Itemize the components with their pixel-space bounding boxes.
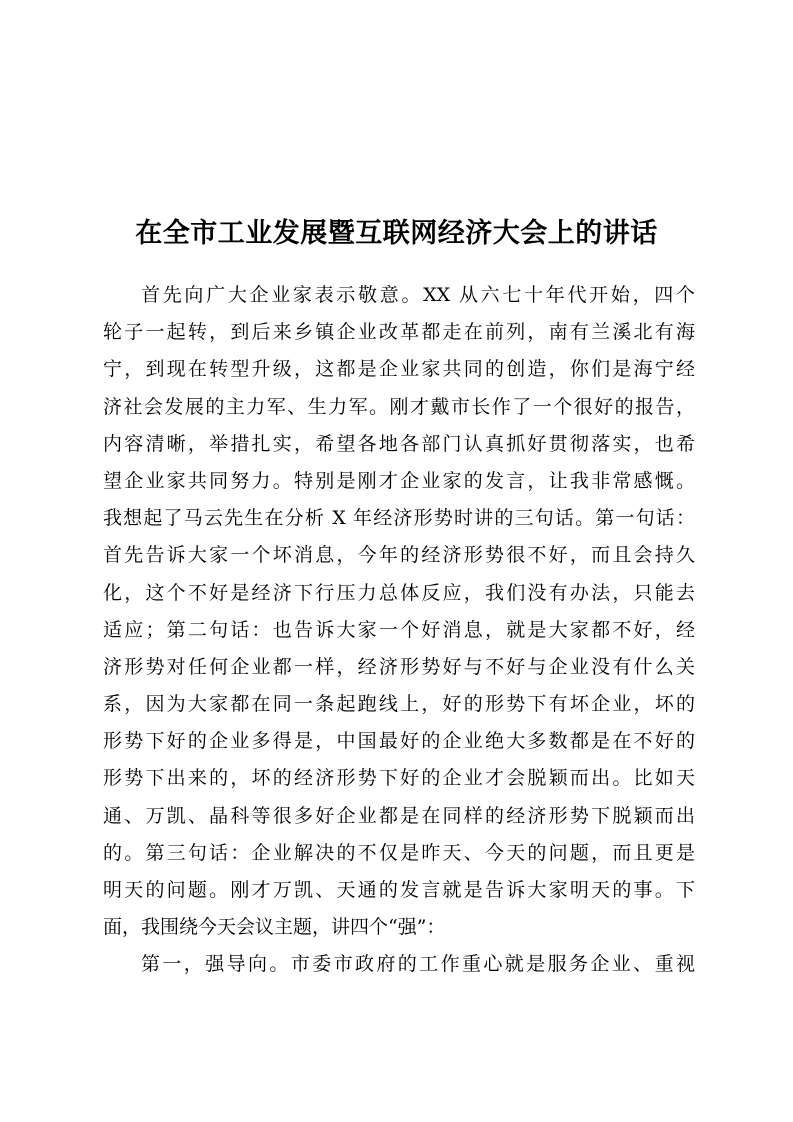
paragraph-line: 望企业家共同努力。特别是刚才企业家的发言，让我非常感慨。	[103, 469, 695, 492]
paragraph-line: 通、万凯、晶科等很多好企业都是在同样的经济形势下脱颖而出	[103, 804, 695, 827]
paragraph-line: 明天的问题。刚才万凯、天通的发言就是告诉大家明天的事。下	[103, 879, 695, 901]
document-title: 在全市工业发展暨互联网经济大会上的讲话	[135, 218, 658, 249]
paragraph-line: 适应；第二句话：也告诉大家一个好消息，就是大家都不好，经	[103, 618, 695, 641]
paragraph-line: 化，这个不好是经济下行压力总体反应，我们没有办法，只能去	[103, 581, 695, 604]
paragraph-line: 我想起了马云先生在分析 X 年经济形势时讲的三句话。第一句话：	[103, 507, 695, 530]
paragraph-line: 内容清晰，举措扎实，希望各地各部门认真抓好贯彻落实，也希	[103, 432, 695, 455]
document-body	[103, 277, 695, 984]
paragraph-line: 形势下好的企业多得是，中国最好的企业绝大多数都是在不好的	[103, 730, 695, 753]
paragraph-line: 济社会发展的主力军、生力军。刚才戴市长作了一个很好的报告，	[103, 395, 695, 418]
paragraph-line: 首先告诉大家一个坏消息，今年的经济形势很不好，而且会持久	[103, 544, 695, 567]
paragraph-line: 形势下出来的，坏的经济形势下好的企业才会脱颖而出。比如天	[103, 767, 695, 790]
paragraph-line: 面，我围绕今天会议主题，讲四个“强”：	[103, 916, 446, 939]
paragraph-line: 轮子一起转，到后来乡镇企业改革都走在前列，南有兰溪北有海	[103, 321, 695, 344]
paragraph-line: 的。第三句话：企业解决的不仅是昨天、今天的问题，而且更是	[103, 841, 695, 864]
paragraph-line: 系，因为大家都在同一条起跑线上，好的形势下有坏企业，坏的	[103, 693, 695, 716]
paragraph-line: 首先向广大企业家表示敬意。XX 从六七十年代开始，四个	[141, 284, 695, 306]
paragraph-line: 宁，到现在转型升级，这都是企业家共同的创造，你们是海宁经	[103, 358, 695, 381]
paragraph-line: 济形势对任何企业都一样，经济形势好与不好与企业没有什么关	[103, 655, 695, 678]
paragraph-line: 第一，强导向。市委市政府的工作重心就是服务企业、重视	[141, 953, 695, 976]
